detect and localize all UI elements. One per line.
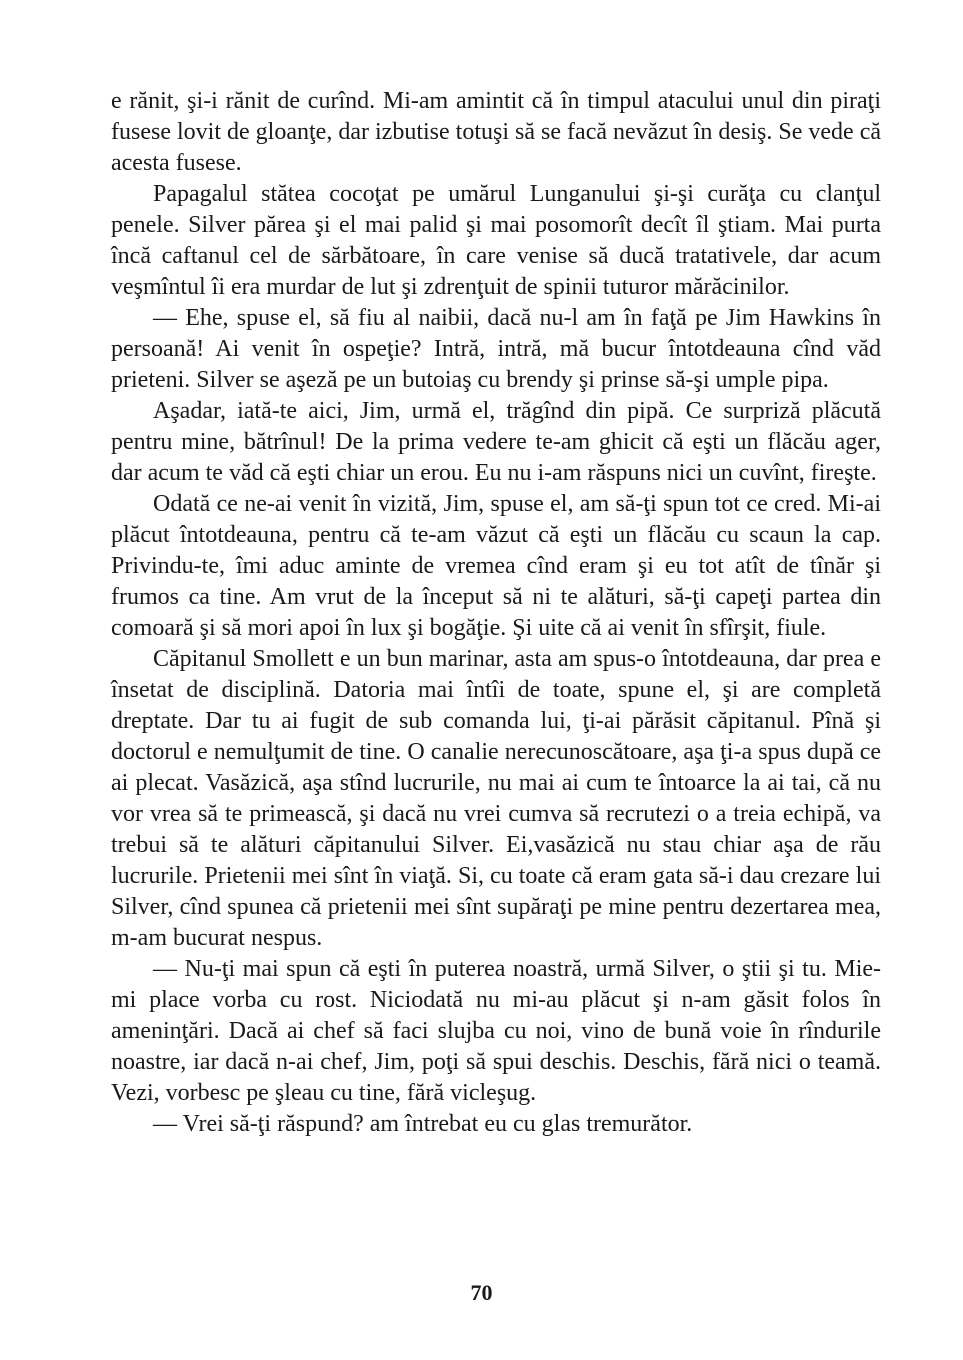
- paragraph-2: Papagalul stătea cocoţat pe umărul Lunganului şi-şi curăţa cu clanţul penele. Silver părea şi el mai palid şi mai posomorît decît îl ştiam. Mai purta încă caftanul cel de sărbătoare, în care venise să ducă tratativele, dar acum veşmîntul îi era murdar de lut şi zdrenţuit de spinii tuturor mărăcinilor.: [111, 181, 881, 300]
- paragraph-6: Căpitanul Smollett e un bun marinar, asta am spus-o întotdeauna, dar prea e însetat de disciplină. Datoria mai întîi de toate, spune el, şi are completă dreptate. Dar tu ai fugit de sub comanda lui, ţi-ai părăsit căpitanul. Pînă şi doctorul e nemulţumit de tine. O canalie nerecunoscătoare, aşa ţi-a spus după ce ai plecat. Vasăzică, aşa stînd lucrurile, nu mai ai cum te întoarce la ai tai, că nu vor vrea să te primească, şi dacă nu vrei cumva să recrutezi o a treia echipă, va trebui să te alături căpitanului Silver. Ei,vasăzică nu stau chiar aşa de rău lucrurile. Prietenii mei sînt în viaţă. Si, cu toate că eram gata să-i dau crezare lui Silver, cînd spunea că prietenii mei sînt supăraţi pe mine pentru dezertarea mea, m-am bucurat nespus.: [111, 646, 881, 951]
- paragraph-1: e rănit, şi-i rănit de curînd. Mi-am amintit că în timpul atacului unul din piraţi fusese lovit de gloanţe, dar izbutise totuşi să se facă nevăzut în desiş. Se vede că acesta fusese.: [111, 88, 881, 176]
- paragraph-5: Odată ce ne-ai venit în vizită, Jim, spuse el, am să-ţi spun tot ce cred. Mi-ai plăcut întotdeauna, pentru că te-am văzut că eşti un flăcău cu scaun la cap. Privindu-te, îmi aduc aminte de vremea cînd eram şi eu tot atît de tînăr şi frumos ca tine. Am vrut de la început să ni te alături, să-ţi capeţi partea din comoară şi să mori apoi în lux şi bogăţie. Şi uite că ai venit în sfîrşit, fiule.: [111, 491, 881, 641]
- paragraph-8: — Vrei să-ţi răspund? am întrebat eu cu glas tremurător.: [153, 1111, 693, 1137]
- paragraph-7: — Nu-ţi mai spun că eşti în puterea noastră, urmă Silver, o ştii şi tu. Mie-mi place vorba cu rost. Niciodată nu mi-au plăcut şi n-am găsit folos în ameninţări. Dacă ai chef să faci slujba cu noi, vino de bună voie în rîndurile noastre, iar dacă n-ai chef, Jim, poţi să spui deschis. Deschis, fără nici o teamă. Vezi, vorbesc pe şleau cu tine, fără vicleşug.: [111, 956, 881, 1106]
- paragraph-3: — Ehe, spuse el, să fiu al naibii, dacă nu-l am în faţă pe Jim Hawkins în persoană! Ai venit în ospeţie? Intră, intră, mă bucur întotdeauna cînd văd prieteni. Silver se aşeză pe un butoiaş cu brendy şi prinse să-şi umple pipa.: [111, 305, 881, 393]
- paragraph-4: Aşadar, iată-te aici, Jim, urmă el, trăgînd din pipă. Ce surpriză plăcută pentru mine, bătrînul! De la prima vedere te-am ghicit că eşti un flăcău ager, dar acum te văd că eşti chiar un erou. Eu nu i-am răspuns nici un cuvînt, fireşte.: [111, 398, 881, 486]
- page-number: 70: [470, 1280, 493, 1305]
- page-body: [111, 86, 881, 1140]
